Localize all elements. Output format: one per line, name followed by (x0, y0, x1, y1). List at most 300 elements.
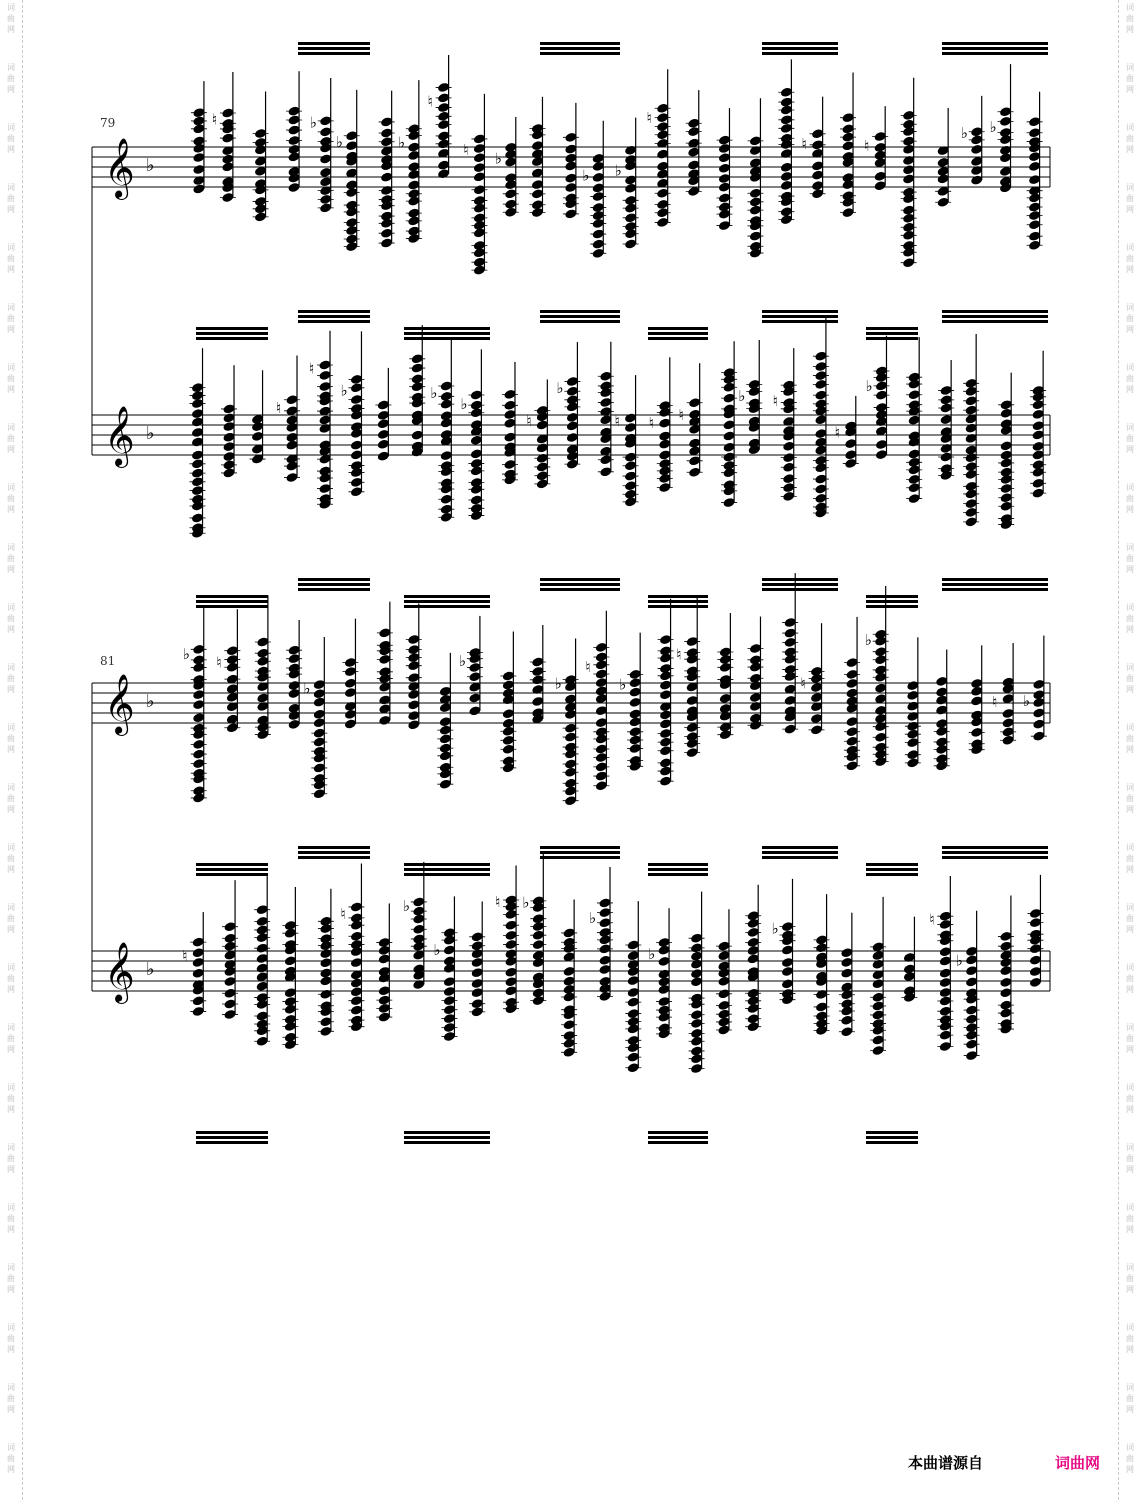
natural-icon: ♮ (585, 658, 591, 677)
chord (522, 853, 546, 1006)
beam (942, 320, 1048, 323)
chord (802, 97, 826, 200)
watermark-text: 词 曲 网 (7, 1203, 15, 1234)
chord (379, 91, 395, 249)
beam (298, 47, 370, 50)
natural-icon: ♭ (589, 909, 597, 928)
chord (814, 894, 830, 1036)
chord (865, 586, 889, 767)
chord (813, 317, 829, 519)
beam (762, 851, 838, 854)
beam (942, 315, 1048, 318)
chord (495, 865, 519, 1014)
flat-icon: ♭ (402, 897, 410, 916)
chord (589, 867, 613, 1002)
chord (406, 603, 422, 730)
chord (282, 887, 298, 1050)
beam (404, 332, 490, 335)
chord (598, 342, 614, 478)
chord (433, 896, 457, 1042)
natural-icon: ♭ (340, 381, 348, 400)
beam (540, 52, 620, 55)
beam (866, 337, 918, 340)
chord (376, 903, 392, 1022)
beam (762, 47, 838, 50)
watermark-text: 词 曲 网 (1126, 543, 1134, 574)
beam (540, 315, 620, 318)
beam (648, 1131, 708, 1134)
beam (404, 605, 490, 608)
flat-icon: ♮ (992, 692, 998, 711)
measure-number-81: 81 (100, 654, 116, 668)
beam (866, 1131, 918, 1134)
watermark-text: 词 曲 网 (1126, 423, 1134, 454)
beam (942, 310, 1048, 313)
natural-icon: ♭ (865, 377, 873, 396)
beam (540, 851, 620, 854)
chord (340, 331, 364, 497)
watermark-text: 词 曲 网 (7, 1023, 15, 1054)
beam (404, 1136, 490, 1139)
chord (310, 78, 334, 214)
beam (298, 315, 370, 318)
watermark-text: 词 曲 网 (1126, 1143, 1134, 1174)
chord (864, 106, 888, 191)
chord (839, 913, 855, 1038)
natural-icon: ♭ (619, 675, 627, 694)
flat-icon: ♭ (146, 155, 155, 176)
chord (529, 97, 545, 218)
chord (716, 909, 732, 1035)
beam (762, 588, 838, 591)
chord (437, 653, 453, 790)
beam (762, 42, 838, 45)
beam (298, 851, 370, 854)
beam (540, 42, 620, 45)
watermark-text: 词 曲 网 (7, 423, 15, 454)
chord (585, 611, 609, 792)
chord (840, 73, 856, 219)
natural-icon: ♭ (522, 893, 530, 912)
beam (196, 337, 268, 340)
beam (298, 578, 370, 581)
beam (196, 1131, 268, 1134)
chord (463, 94, 487, 276)
chord (191, 81, 207, 194)
natural-icon: ♮ (276, 398, 282, 417)
beam (196, 605, 268, 608)
watermark-text: 词 曲 网 (7, 123, 15, 154)
chord (286, 620, 302, 730)
watermark-text: 词 曲 网 (1126, 963, 1134, 994)
watermark-text: 词 曲 网 (7, 1263, 15, 1294)
beam (648, 332, 708, 335)
beam (942, 583, 1048, 586)
watermark-text: 词 曲 网 (7, 1143, 15, 1174)
flat-icon: ♭ (989, 117, 997, 136)
beam (196, 600, 268, 603)
natural-icon: ♮ (614, 411, 620, 430)
chord (318, 889, 334, 1037)
chord (990, 64, 1014, 193)
watermark-text: 词 曲 网 (1126, 843, 1134, 874)
beam (404, 327, 490, 330)
beam (762, 315, 838, 318)
watermark-text: 词 曲 网 (1126, 1443, 1134, 1474)
beam (540, 310, 620, 313)
chord (582, 121, 606, 259)
chord (835, 396, 859, 469)
chord (676, 598, 700, 759)
chord (772, 879, 796, 1006)
natural-icon: ♮ (864, 137, 870, 156)
watermark-text: 词 曲 网 (7, 1323, 15, 1354)
beam (196, 1136, 268, 1139)
watermark-text: 词 曲 网 (1126, 783, 1134, 814)
chord (250, 370, 266, 464)
chord (309, 331, 333, 510)
watermark-text: 词 曲 网 (7, 63, 15, 94)
watermark-text: 词 曲 网 (7, 663, 15, 694)
chord (906, 337, 922, 504)
chord (717, 613, 733, 740)
watermark-text: 词 曲 网 (7, 1083, 15, 1114)
watermark-text: 词 曲 网 (7, 303, 15, 334)
flat-icon: ♭ (430, 383, 438, 402)
chord (782, 573, 798, 735)
beam (540, 856, 620, 859)
beam (540, 583, 620, 586)
watermark-text: 词 曲 网 (7, 243, 15, 274)
beam (540, 588, 620, 591)
natural-icon: ♮ (495, 892, 501, 911)
watermark-text: 词 曲 网 (1126, 1323, 1134, 1354)
beam (866, 1141, 918, 1144)
beam (942, 846, 1048, 849)
natural-icon: ♮ (834, 423, 841, 442)
chord (901, 917, 917, 1003)
flat-icon: ♭ (146, 423, 155, 444)
beam (942, 851, 1048, 854)
beam (762, 846, 838, 849)
natural-icon: ♮ (678, 406, 685, 425)
beam (196, 327, 268, 330)
chord (255, 595, 271, 740)
chord (716, 108, 732, 231)
chord (340, 864, 364, 1033)
natural-icon: ♮ (800, 674, 806, 693)
watermark-text: 词 曲 网 (1126, 3, 1134, 34)
flat-icon: ♮ (211, 110, 218, 129)
beam (404, 863, 490, 866)
treble-clef-icon: 𝄞 (104, 138, 135, 198)
chord (469, 901, 485, 1017)
watermark-text: 词 曲 网 (1126, 663, 1134, 694)
watermark-text: 词 曲 网 (7, 363, 15, 394)
chord (648, 908, 672, 1039)
beam (866, 863, 918, 866)
beam (196, 332, 268, 335)
watermark-text: 词 曲 网 (1126, 183, 1134, 214)
chord (502, 362, 518, 486)
flat-icon: ♭ (960, 124, 968, 143)
chord (500, 631, 516, 773)
beam (298, 310, 370, 313)
beam (404, 337, 490, 340)
chord (336, 90, 360, 252)
chord (778, 59, 794, 225)
watermark-text: 词 曲 网 (1126, 123, 1134, 154)
flat-icon: ♮ (526, 412, 532, 431)
beam (762, 320, 838, 323)
chord (998, 373, 1014, 531)
natural-icon: ♭ (433, 941, 441, 960)
beam (404, 873, 490, 876)
watermark-text: 词 曲 网 (7, 543, 15, 574)
natural-icon: ♭ (303, 679, 311, 698)
flat-icon: ♮ (646, 109, 653, 128)
watermark-text: 词 曲 网 (1126, 63, 1134, 94)
natural-icon: ♭ (864, 630, 872, 649)
chord (303, 637, 327, 799)
natural-icon: ♭ (738, 387, 746, 406)
chord (526, 379, 550, 489)
beam (404, 1141, 490, 1144)
chord (190, 348, 206, 539)
chord (625, 901, 641, 1073)
natural-icon: ♮ (929, 910, 935, 929)
beam (866, 332, 918, 335)
watermark-text: 词 曲 网 (7, 783, 15, 814)
chord (747, 98, 763, 259)
beam (648, 600, 708, 603)
flat-icon: ♭ (397, 133, 405, 152)
beam (540, 846, 620, 849)
treble-clef-icon: 𝄞 (104, 406, 135, 466)
beam (298, 588, 370, 591)
watermark-text: 词 曲 网 (7, 3, 15, 34)
flat-icon: ♭ (146, 691, 155, 712)
beam (648, 337, 708, 340)
beam (540, 320, 620, 323)
flat-icon: ♭ (1022, 691, 1030, 710)
watermark-text: 词 曲 网 (7, 483, 15, 514)
beam (298, 42, 370, 45)
chord (286, 71, 302, 193)
beam (648, 327, 708, 330)
beam (196, 868, 268, 871)
watermark-text: 词 曲 网 (7, 1383, 15, 1414)
chord (998, 895, 1014, 1034)
chord (377, 602, 393, 726)
beam (762, 856, 838, 859)
treble-clef-icon: 𝄞 (104, 674, 135, 734)
beam (196, 1141, 268, 1144)
flat-icon: ♮ (772, 392, 779, 411)
natural-icon: ♭ (771, 919, 779, 938)
beam (298, 583, 370, 586)
natural-icon: ♮ (340, 904, 346, 923)
chord (619, 633, 643, 772)
beam (762, 583, 838, 586)
beam (866, 327, 918, 330)
watermark-text: 词 曲 网 (7, 963, 15, 994)
beam (404, 868, 490, 871)
chord (222, 880, 238, 1020)
chord (992, 643, 1016, 746)
chord (1023, 636, 1047, 742)
beam (648, 868, 708, 871)
beam (866, 600, 918, 603)
flat-icon: ♮ (309, 359, 315, 378)
chord (254, 876, 270, 1047)
chord (1027, 92, 1043, 251)
chord (555, 639, 579, 807)
chord (563, 103, 579, 220)
chord (745, 885, 761, 1033)
chord (956, 911, 980, 1061)
chord (929, 876, 953, 1052)
chord (865, 336, 889, 461)
watermark-text: 词 曲 网 (1126, 483, 1134, 514)
beam (762, 310, 838, 313)
chord (963, 334, 979, 528)
watermark-text: 词 曲 网 (1126, 1023, 1134, 1054)
chord (649, 357, 673, 493)
beam (404, 600, 490, 603)
flat-icon: ♮ (648, 414, 655, 433)
watermark-text: 词 曲 网 (7, 723, 15, 754)
flat-icon: ♭ (335, 133, 343, 152)
chord (969, 645, 985, 755)
beam (196, 873, 268, 876)
watermark-text: 词 曲 网 (1126, 723, 1134, 754)
chord (870, 897, 886, 1056)
chord (844, 617, 860, 772)
chord (901, 78, 917, 269)
beam (942, 578, 1048, 581)
beam (298, 320, 370, 323)
natural-icon: ♭ (556, 379, 564, 398)
chord (183, 607, 207, 804)
chord (530, 625, 546, 725)
watermark-text: 词 曲 网 (1126, 1263, 1134, 1294)
flat-icon: ♭ (554, 674, 562, 693)
chord (647, 69, 671, 228)
beam (404, 595, 490, 598)
watermark-text: 词 曲 网 (7, 603, 15, 634)
beam (942, 42, 1048, 45)
chord (679, 363, 703, 478)
beam (866, 868, 918, 871)
watermark-text: 词 曲 网 (1126, 603, 1134, 634)
beam (298, 856, 370, 859)
beam (866, 873, 918, 876)
natural-icon: ♭ (955, 951, 963, 970)
beam (866, 1136, 918, 1139)
chord (430, 339, 454, 523)
beam (648, 1141, 708, 1144)
chord (556, 342, 580, 470)
beam (648, 873, 708, 876)
beam (648, 1136, 708, 1139)
watermark-text: 词 曲 网 (7, 183, 15, 214)
chord (459, 616, 483, 717)
chord (801, 623, 825, 735)
beam (942, 588, 1048, 591)
chord (747, 617, 763, 731)
chord (689, 892, 705, 1075)
chord (409, 325, 425, 458)
flat-icon: ♮ (801, 135, 808, 154)
beam (866, 605, 918, 608)
beam (540, 47, 620, 50)
watermark-text: 词 曲 网 (1126, 1083, 1134, 1114)
watermark-text: 词 曲 网 (1126, 1383, 1134, 1414)
chord (961, 96, 985, 186)
chord (686, 90, 702, 197)
natural-icon: ♮ (182, 947, 188, 966)
flat-icon: ♮ (463, 140, 469, 159)
natural-icon: ♭ (182, 644, 190, 663)
flat-icon: ♭ (146, 959, 155, 980)
watermark-text: 词 曲 网 (1126, 303, 1134, 334)
chord (938, 360, 954, 481)
chord (428, 55, 452, 179)
watermark-text: 词 曲 网 (1126, 1203, 1134, 1234)
beam (540, 578, 620, 581)
chord (738, 340, 762, 455)
beam (648, 605, 708, 608)
beam (648, 863, 708, 866)
beam (942, 856, 1048, 859)
flat-icon: ♭ (494, 149, 502, 168)
treble-clef-icon: 𝄞 (104, 942, 135, 1002)
beam (404, 1131, 490, 1134)
flat-icon: ♮ (427, 92, 433, 111)
flat-icon: ♭ (582, 166, 590, 185)
footer-source-label: 本曲谱源自 (908, 1454, 984, 1472)
beam (942, 47, 1048, 50)
chord (935, 108, 951, 208)
natural-icon: ♭ (458, 652, 466, 671)
flat-icon: ♮ (676, 645, 682, 664)
beam (866, 595, 918, 598)
chord (615, 118, 639, 250)
watermark-text: 词 曲 网 (7, 903, 15, 934)
flat-icon: ♭ (309, 113, 317, 132)
chord (182, 912, 206, 1017)
flat-icon: ♭ (648, 945, 656, 964)
watermark-text: 词 曲 网 (1126, 903, 1134, 934)
chord (398, 80, 422, 244)
beam (298, 846, 370, 849)
beam (196, 863, 268, 866)
beam (196, 595, 268, 598)
chord (221, 365, 237, 478)
beam (298, 52, 370, 55)
measure-number-79: 79 (100, 116, 116, 130)
chord (615, 375, 639, 507)
footer-brand-link[interactable]: 词曲网 (1055, 1454, 1101, 1472)
beam (762, 52, 838, 55)
watermark-text: 词 曲 网 (7, 1443, 15, 1474)
beam (648, 595, 708, 598)
beam (762, 578, 838, 581)
natural-icon: ♭ (614, 161, 622, 180)
chord (495, 117, 519, 218)
watermark-text: 词 曲 网 (1126, 243, 1134, 274)
